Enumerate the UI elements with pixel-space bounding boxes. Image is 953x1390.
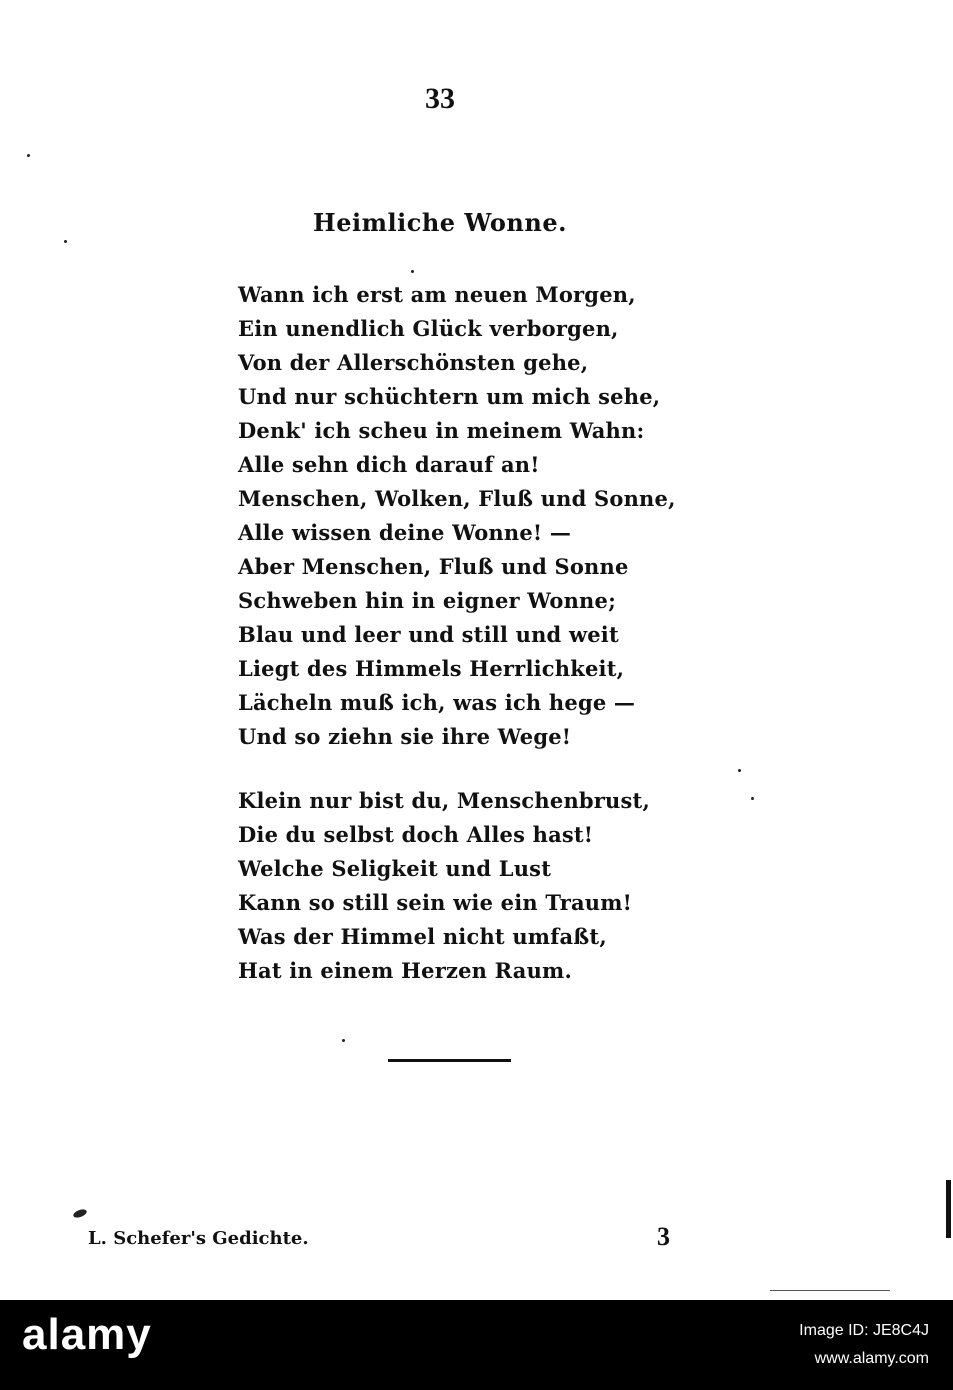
poem-line: Und nur schüchtern um mich sehe, [238,384,661,409]
poem-line: Die du selbst doch Alles hast! [238,822,594,847]
poem-line: Von der Allerschönsten gehe, [238,350,589,375]
poem-line: Klein nur bist du, Menschenbrust, [238,788,650,813]
poem-line: Hat in einem Herzen Raum. [238,958,572,983]
ink-speck [72,1208,88,1219]
poem-line: Welche Seligkeit und Lust [238,856,552,881]
poem-line: Blau und leer und still und weit [238,622,619,647]
poem-line: Schweben hin in eigner Wonne; [238,588,617,613]
poem-line: Wann ich erst am neuen Morgen, [238,282,636,307]
watermark-bar [0,1300,953,1390]
page-edge-line [770,1290,890,1291]
poem-line: Kann so still sein wie ein Traum! [238,890,633,915]
stanza-2 [238,784,650,988]
ink-speck [342,1039,345,1042]
poem-line: Menschen, Wolken, Fluß und Sonne, [238,486,676,511]
ink-speck [411,270,414,273]
poem-line: Alle sehn dich darauf an! [238,452,540,477]
image-id: Image ID: JE8C4J [799,1322,929,1339]
poem-line: Liegt des Himmels Herrlichkeit, [238,656,625,681]
poem-line: Was der Himmel nicht umfaßt, [238,924,607,949]
watermark-url: www.alamy.com [814,1350,929,1367]
page-edge-mark [946,1180,951,1238]
poem-line: Alle wissen deine Wonne! — [238,520,572,545]
ink-speck [751,797,754,800]
poem-line: Ein unendlich Glück verborgen, [238,316,619,341]
ink-speck [27,154,30,157]
poem-line: Und so ziehn sie ihre Wege! [238,724,572,749]
poem-title: Heimliche Wonne. [313,208,567,237]
stanza-1 [238,278,676,754]
poem-line: Denk' ich scheu in meinem Wahn: [238,418,645,443]
signature-mark: L. Schefer's Gedichte. [88,1228,309,1249]
ink-speck [738,769,741,772]
poem-line: Aber Menschen, Fluß und Sonne [238,554,629,579]
page-number: 33 [425,82,455,115]
ink-speck [64,240,67,243]
poem-line: Lächeln muß ich, was ich hege — [238,690,636,715]
section-divider [388,1059,511,1062]
alamy-logo: alamy [22,1310,152,1359]
signature-number: 3 [657,1222,670,1251]
